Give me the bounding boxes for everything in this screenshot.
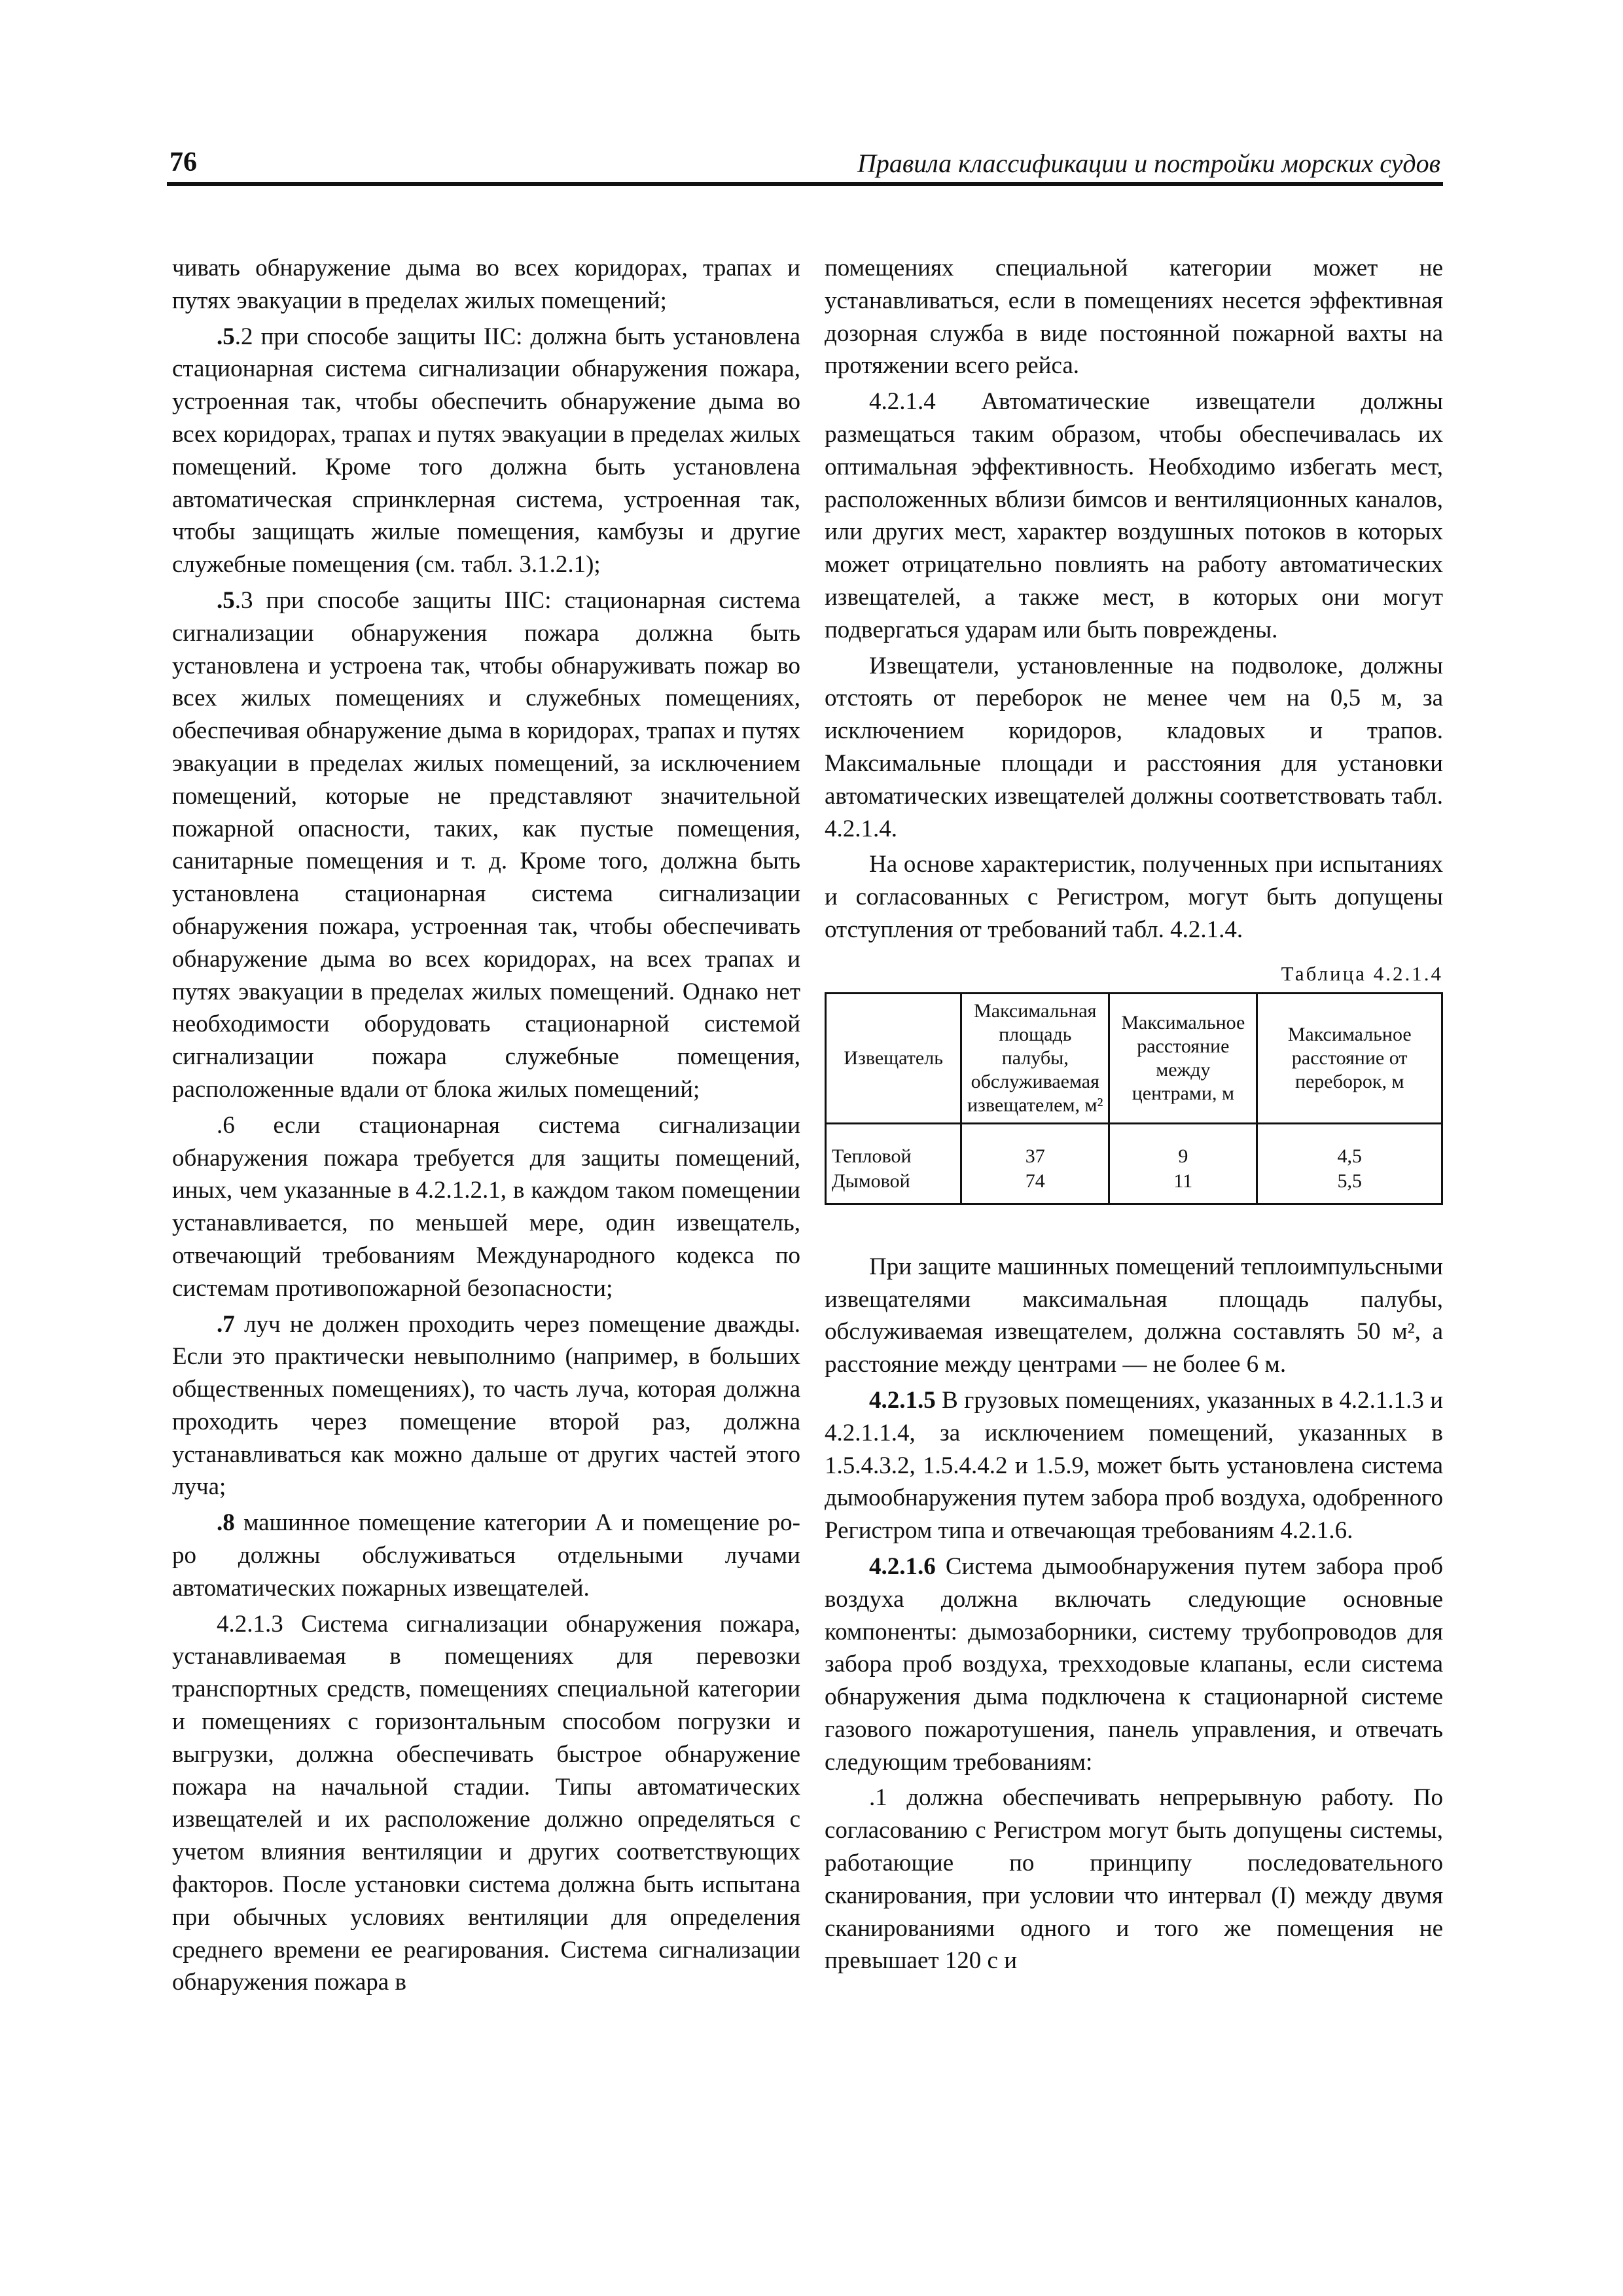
paragraph-text: .3 при способе защиты IIIС: стационарная система сигнализации обнаружения пожара должна быть установлена и устроена так, чтобы обнаруживать пожар во всех жилых помещениях и служебных помещениях, обеспечивая обнаружение дыма в коридорах, трапах и путях эвакуации в пределах жилых помещений, за исключением помещений, которые не представляют значительной пожарной опасности, таких, как пустые помещения, санитарные помещения и т. д. Кроме того, должна быть установлена стационарная система сигнализации обнаружения пожара, устроенная так, чтобы обеспечивать обнаружение дыма во всех коридорах, на всех трапах и путях эвакуации в пределах жилых помещений. Однако нет необходимости оборудовать стационарной системой сигнализации пожара служебные помещения, расположенные вдали от блока жилых помещений; xyxy=(172,586,800,1103)
page-header xyxy=(167,145,1443,186)
paragraph xyxy=(825,1251,1443,1381)
paragraph xyxy=(825,650,1443,846)
table-cell-detector: Тепловой xyxy=(826,1123,961,1169)
paragraph-text: .6 если стационарная система сигнализации обнаружения пожара требуется для защиты помещений, иных, чем указанные в 4.2.1.2.1, в каждом таком помещении устанавливается, по меньшей мере, один извещатель, отвечающий требованиям Международного кодекса по системам противопожарной безопасности; xyxy=(172,1111,800,1302)
table-cell-area: 37 xyxy=(961,1123,1109,1169)
paragraph xyxy=(172,584,800,1106)
right-column xyxy=(825,252,1443,1981)
paragraph-text: 4.2.1.3 Система сигнализации обнаружения пожара, устанавливаемая в помещениях для перевозки транспортных средств, помещениях специальной категории и помещениях с горизонтальным способом погрузки и выгрузки, должна обеспечивать быстрое обнаружение пожара на начальной стадии. Типы автоматических извещателей и их расположение должно определяться с учетом влияния вентиляции и других соответствующих факторов. После установки система должна быть испытана при обычных условиях вентиляции для определения среднего времени ее реагирования. Система сигнализации обнаружения пожара в xyxy=(172,1610,800,1996)
paragraph-text: При защите машинных помещений теплоимпульсными извещателями максимальная площадь палубы, обслуживаемая извещателем, должна составлять 50 м², а расстояние между центрами — не более 6 м. xyxy=(825,1253,1443,1378)
clause-number: .5 xyxy=(217,323,235,350)
clause-number: 4.2.1.6 xyxy=(869,1552,936,1580)
paragraph-text: На основе характеристик, полученных при испытаниях и согласованных с Регистром, могут быть допущены отступления от требований табл. 4.2.1.4. xyxy=(825,851,1443,943)
table-cell-detector: Дымовой xyxy=(826,1169,961,1204)
page-number: 76 xyxy=(169,147,197,177)
paragraph xyxy=(825,252,1443,382)
paragraph xyxy=(825,1782,1443,1977)
table-row xyxy=(826,1123,1442,1169)
table-header-between: Максимальное расстояние между центрами, м xyxy=(1109,993,1257,1123)
table-header-bulkhead: Максимальное расстояние от переборок, м xyxy=(1257,993,1442,1123)
clause-number: 4.2.1.5 xyxy=(869,1386,936,1414)
paragraph-text: Система дымообнаружения путем забора проб воздуха должна включать следующие основные компоненты: дымозаборники, систему трубопроводов для забора проб воздуха, трехходовые клапаны, если система обнаружения дыма подключена к стационарной системе газового пожаротушения, панель управления, и отвечать следующим требованиям: xyxy=(825,1552,1443,1776)
paragraph-text: луч не должен проходить через помещение дважды. Если это практически невыполнимо (например, в больших общественных помещениях), то часть луча, которая должна проходить через помещение второй раз, должна устанавливаться как можно дальше от других частей этого луча; xyxy=(172,1310,800,1501)
paragraph-text: помещениях специальной категории может не устанавливаться, если в помещениях несется эффективная дозорная служба в виде постоянной пожарной вахты на протяжении всего рейса. xyxy=(825,255,1443,380)
paragraph-text: машинное помещение категории А и помещение ро-ро должны обслуживаться отдельными лучами автоматических пожарных извещателей. xyxy=(172,1509,800,1602)
paragraph-text: Извещатели, установленные на подволоке, должны отстоять от переборок не менее чем на 0,5 м, за исключением коридоров, кладовых и трапов. Максимальные площади и расстояния для установки автоматических извещателей должны соответствовать табл. 4.2.1.4. xyxy=(825,652,1443,842)
running-title: Правила классификации и постройки морских судов xyxy=(857,149,1440,178)
clause-number: .7 xyxy=(217,1310,235,1338)
table-cell-bulkhead: 4,5 xyxy=(1257,1123,1442,1169)
table-cell-area: 74 xyxy=(961,1169,1109,1204)
table-cell-between: 9 xyxy=(1109,1123,1257,1169)
paragraph-text: .2 при способе защиты IIС: должна быть установлена стационарная система сигнализации обнаружения пожара, устроенная так, чтобы обеспечить обнаружение дыма во всех коридорах, трапах и путях эвакуации в пределах жилых помещений. Кроме того должна быть установлена автоматическая спринклерная система, устроенная так, чтобы защищать жилые помещения, камбузы и другие служебные помещения (см. табл. 3.1.2.1); xyxy=(172,323,800,579)
paragraph xyxy=(825,1384,1443,1547)
table-header-area: Максимальная площадь палубы, обслуживаемая извещателем, м² xyxy=(961,993,1109,1123)
paragraph xyxy=(172,1507,800,1604)
table-caption: Таблица 4.2.1.4 xyxy=(1281,961,1443,985)
paragraph xyxy=(172,321,800,581)
table-header-row xyxy=(826,993,1442,1123)
paragraph xyxy=(172,1308,800,1504)
paragraph xyxy=(172,252,800,317)
table-cell-between: 11 xyxy=(1109,1169,1257,1204)
paragraph-text: чивать обнаружение дыма во всех коридорах, трапах и путях эвакуации в пределах жилых помещений; xyxy=(172,255,800,314)
paragraph xyxy=(172,1109,800,1305)
table-header-detector: Извещатель xyxy=(826,993,961,1123)
clause-number: .5 xyxy=(217,586,235,614)
paragraph-text: 4.2.1.4 Автоматические извещатели должны размещаться таким образом, чтобы обеспечивалась их оптимальная эффективность. Необходимо избегать мест, расположенных вблизи бимсов и вентиляционных каналов, или других мест, характер воздушных потоков в которых может отрицательно повлиять на работу автоматических извещателей, а также мест, в которых они могут подвергаться ударам или быть повреждены. xyxy=(825,388,1443,643)
paragraph xyxy=(825,848,1443,946)
clause-number: .8 xyxy=(217,1509,235,1537)
paragraph-text: В грузовых помещениях, указанных в 4.2.1.1.3 и 4.2.1.1.4, за исключением помещений, указанных в 1.5.4.3.2, 1.5.4.4.2 и 1.5.9, может быть установлена система дымообнаружения путем забора проб воздуха, одобренного Регистром типа и отвечающая требованиям 4.2.1.6. xyxy=(825,1386,1443,1545)
table-cell-bulkhead: 5,5 xyxy=(1257,1169,1442,1204)
paragraph xyxy=(172,1608,800,2000)
left-column xyxy=(172,252,800,2002)
paragraph xyxy=(825,386,1443,646)
paragraph xyxy=(825,1551,1443,1779)
table-row xyxy=(826,1169,1442,1204)
paragraph-text: .1 должна обеспечивать непрерывную работу. По согласованию с Регистром могут быть допущены системы, работающие по принципу последовательного сканирования, при условии что интервал (I) между двумя сканированиями одного и того же помещения не превышает 120 с и xyxy=(825,1784,1443,1975)
detector-table xyxy=(825,992,1443,1205)
